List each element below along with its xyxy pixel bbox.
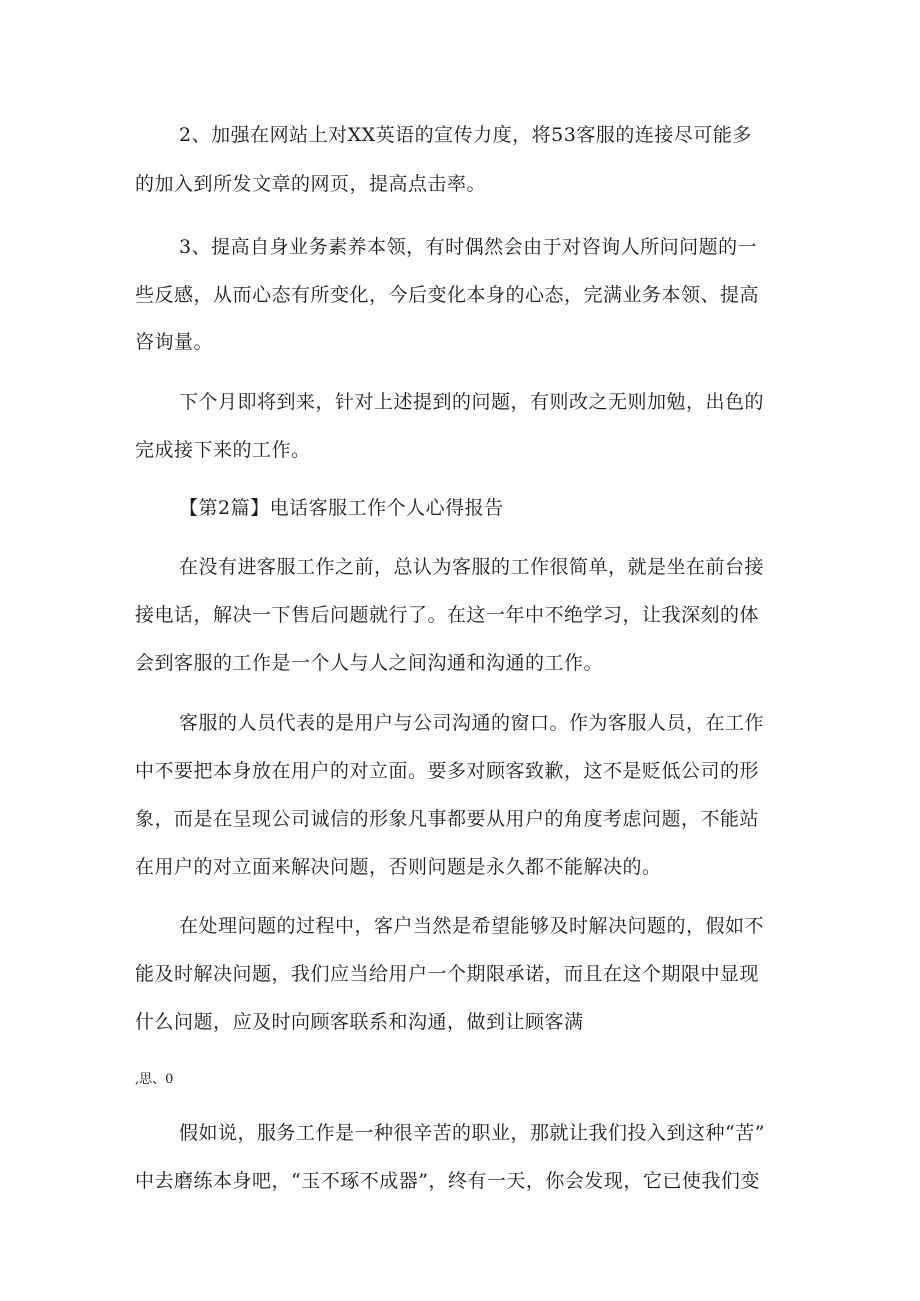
paragraph-7-line-1: 在处理问题的过程中，客户当然是希望能够及时解决问题的，假如不 — [179, 915, 765, 937]
paragraph-5-line-1: 在没有进客服工作之前，总认为客服的工作很简单，就是坐在前台接 — [179, 556, 765, 578]
paragraph-4-line-2: 完成接下来的工作。 — [135, 439, 311, 461]
paragraph-5-line-2: 接电话，解决一下售后问题就行了。在这一年中不绝学习，让我深刻的体 — [135, 604, 760, 626]
paragraph-7-line-3: 什么问题，应及时向顾客联系和沟通，做到让顾客满 — [135, 1011, 584, 1033]
paragraph-3-line-2: 些反感，从而心态有所变化，今后变化本身的心态，完满业务本领、提高 — [135, 284, 760, 306]
paragraph-6-line-3: 象，而是在呈现公司诚信的形象凡事都要从用户的角度考虑问题，不能站 — [135, 808, 760, 830]
paragraph-7-line-2: 能及时解决问题，我们应当给用户一个期限承诺，而且在这个期限中显现 — [135, 963, 760, 985]
paragraph-8-line-2: 中去磨练本身吧，“玉不琢不成器”，终有一天，你会发现，它已使我们变 — [135, 1170, 760, 1192]
section-heading: 【第2篇】电话客服工作个人心得报告 — [179, 497, 504, 519]
paragraph-3-line-3: 咨询量。 — [135, 331, 214, 353]
paragraph-2-line-2: 的加入到所发文章的网页，提高点击率。 — [135, 173, 487, 195]
paragraph-4-line-1: 下个月即将到来，针对上述提到的问题，有则改之无则加勉，出色的 — [179, 391, 765, 413]
paragraph-2-line-1: 2、加强在网站上对XX英语的宣传力度，将53客服的连接尽可能多 — [179, 124, 752, 146]
paragraph-3-line-1: 3、提高自身业务素养本领，有时偶然会由于对咨询人所问问题的一 — [179, 236, 758, 258]
paragraph-6-line-4: 在用户的对立面来解决问题，否则问题是永久都不能解决的。 — [135, 856, 662, 878]
paragraph-7-fragment: ,思、0 — [135, 1072, 174, 1087]
paragraph-5-line-3: 会到客服的工作是一个人与人之间沟通和沟通的工作。 — [135, 652, 604, 674]
paragraph-6-line-2: 中不要把本身放在用户的对立面。要多对顾客致歉，这不是贬低公司的形 — [135, 760, 760, 782]
paragraph-8-line-1: 假如说，服务工作是一种很辛苦的职业，那就让我们投入到这种“苦” — [179, 1122, 765, 1144]
paragraph-6-line-1: 客服的人员代表的是用户与公司沟通的窗口。作为客服人员，在工作 — [179, 712, 765, 734]
